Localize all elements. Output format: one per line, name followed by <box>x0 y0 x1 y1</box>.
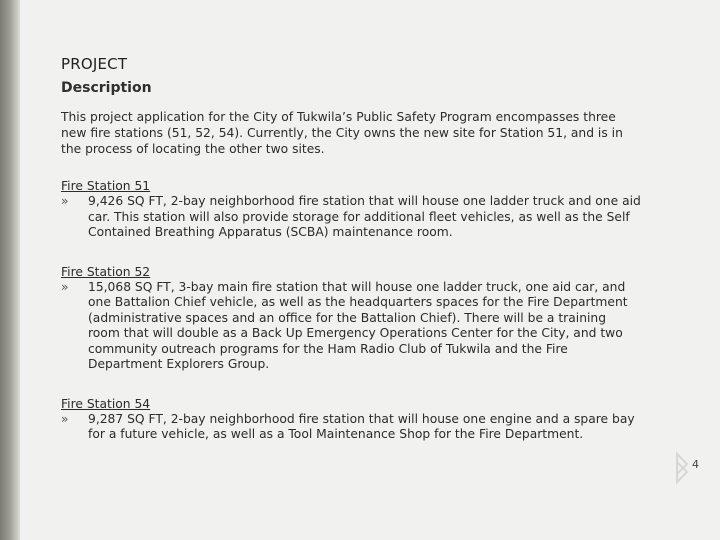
station-52-detail: 15,068 SQ FT, 3-bay main fire station that will house one ladder truck, one aid car, and one Battalion Chief vehicle, as well as the headquarters spaces for the Fire Department (administrative spaces and an office for the Battalion Chief). There will be a training room that will double as a Back Up Emergency Operations Center for the City, and two community outreach programs for the Ham Radio Club of Tukwila and the Fire Department Explorers Group. <box>88 279 628 371</box>
project-label: PROJECT <box>61 55 128 73</box>
slide-content <box>61 55 641 443</box>
station-51-detail-item <box>61 194 641 241</box>
description-heading: Description <box>61 80 152 96</box>
station-52-title: Fire Station 52 <box>61 264 151 279</box>
station-54-detail-item <box>61 412 641 443</box>
station-52-section <box>61 264 641 373</box>
station-54-section <box>61 396 641 443</box>
station-54-title: Fire Station 54 <box>61 396 151 411</box>
bullet-icon: » <box>61 194 69 208</box>
decorative-side-bar <box>0 0 20 540</box>
page-number-badge-icon <box>667 448 707 488</box>
bullet-icon: » <box>61 279 69 294</box>
station-51-title: Fire Station 51 <box>61 179 151 193</box>
intro-paragraph: This project application for the City of Tukwila’s Public Safety Program encompasses three new fire stations (51, 52, 54). Currently, the City owns the new site for Station 51, and is in the process of locating the other two sites. <box>61 110 623 156</box>
station-52-detail-item <box>61 280 641 373</box>
station-51-section <box>61 178 641 241</box>
bullet-icon: » <box>61 411 69 426</box>
station-51-detail: 9,426 SQ FT, 2-bay neighborhood fire station that will house one ladder truck and one aid car. This station will also provide storage for additional fleet vehicles, as well as the Self Contained Breathing Apparatus (SCBA) maintenance room. <box>88 194 641 239</box>
station-54-detail: 9,287 SQ FT, 2-bay neighborhood fire station that will house one engine and a spare bay for a future vehicle, as well as a Tool Maintenance Shop for the Fire Department. <box>88 411 635 441</box>
page-number: 4 <box>692 458 699 471</box>
